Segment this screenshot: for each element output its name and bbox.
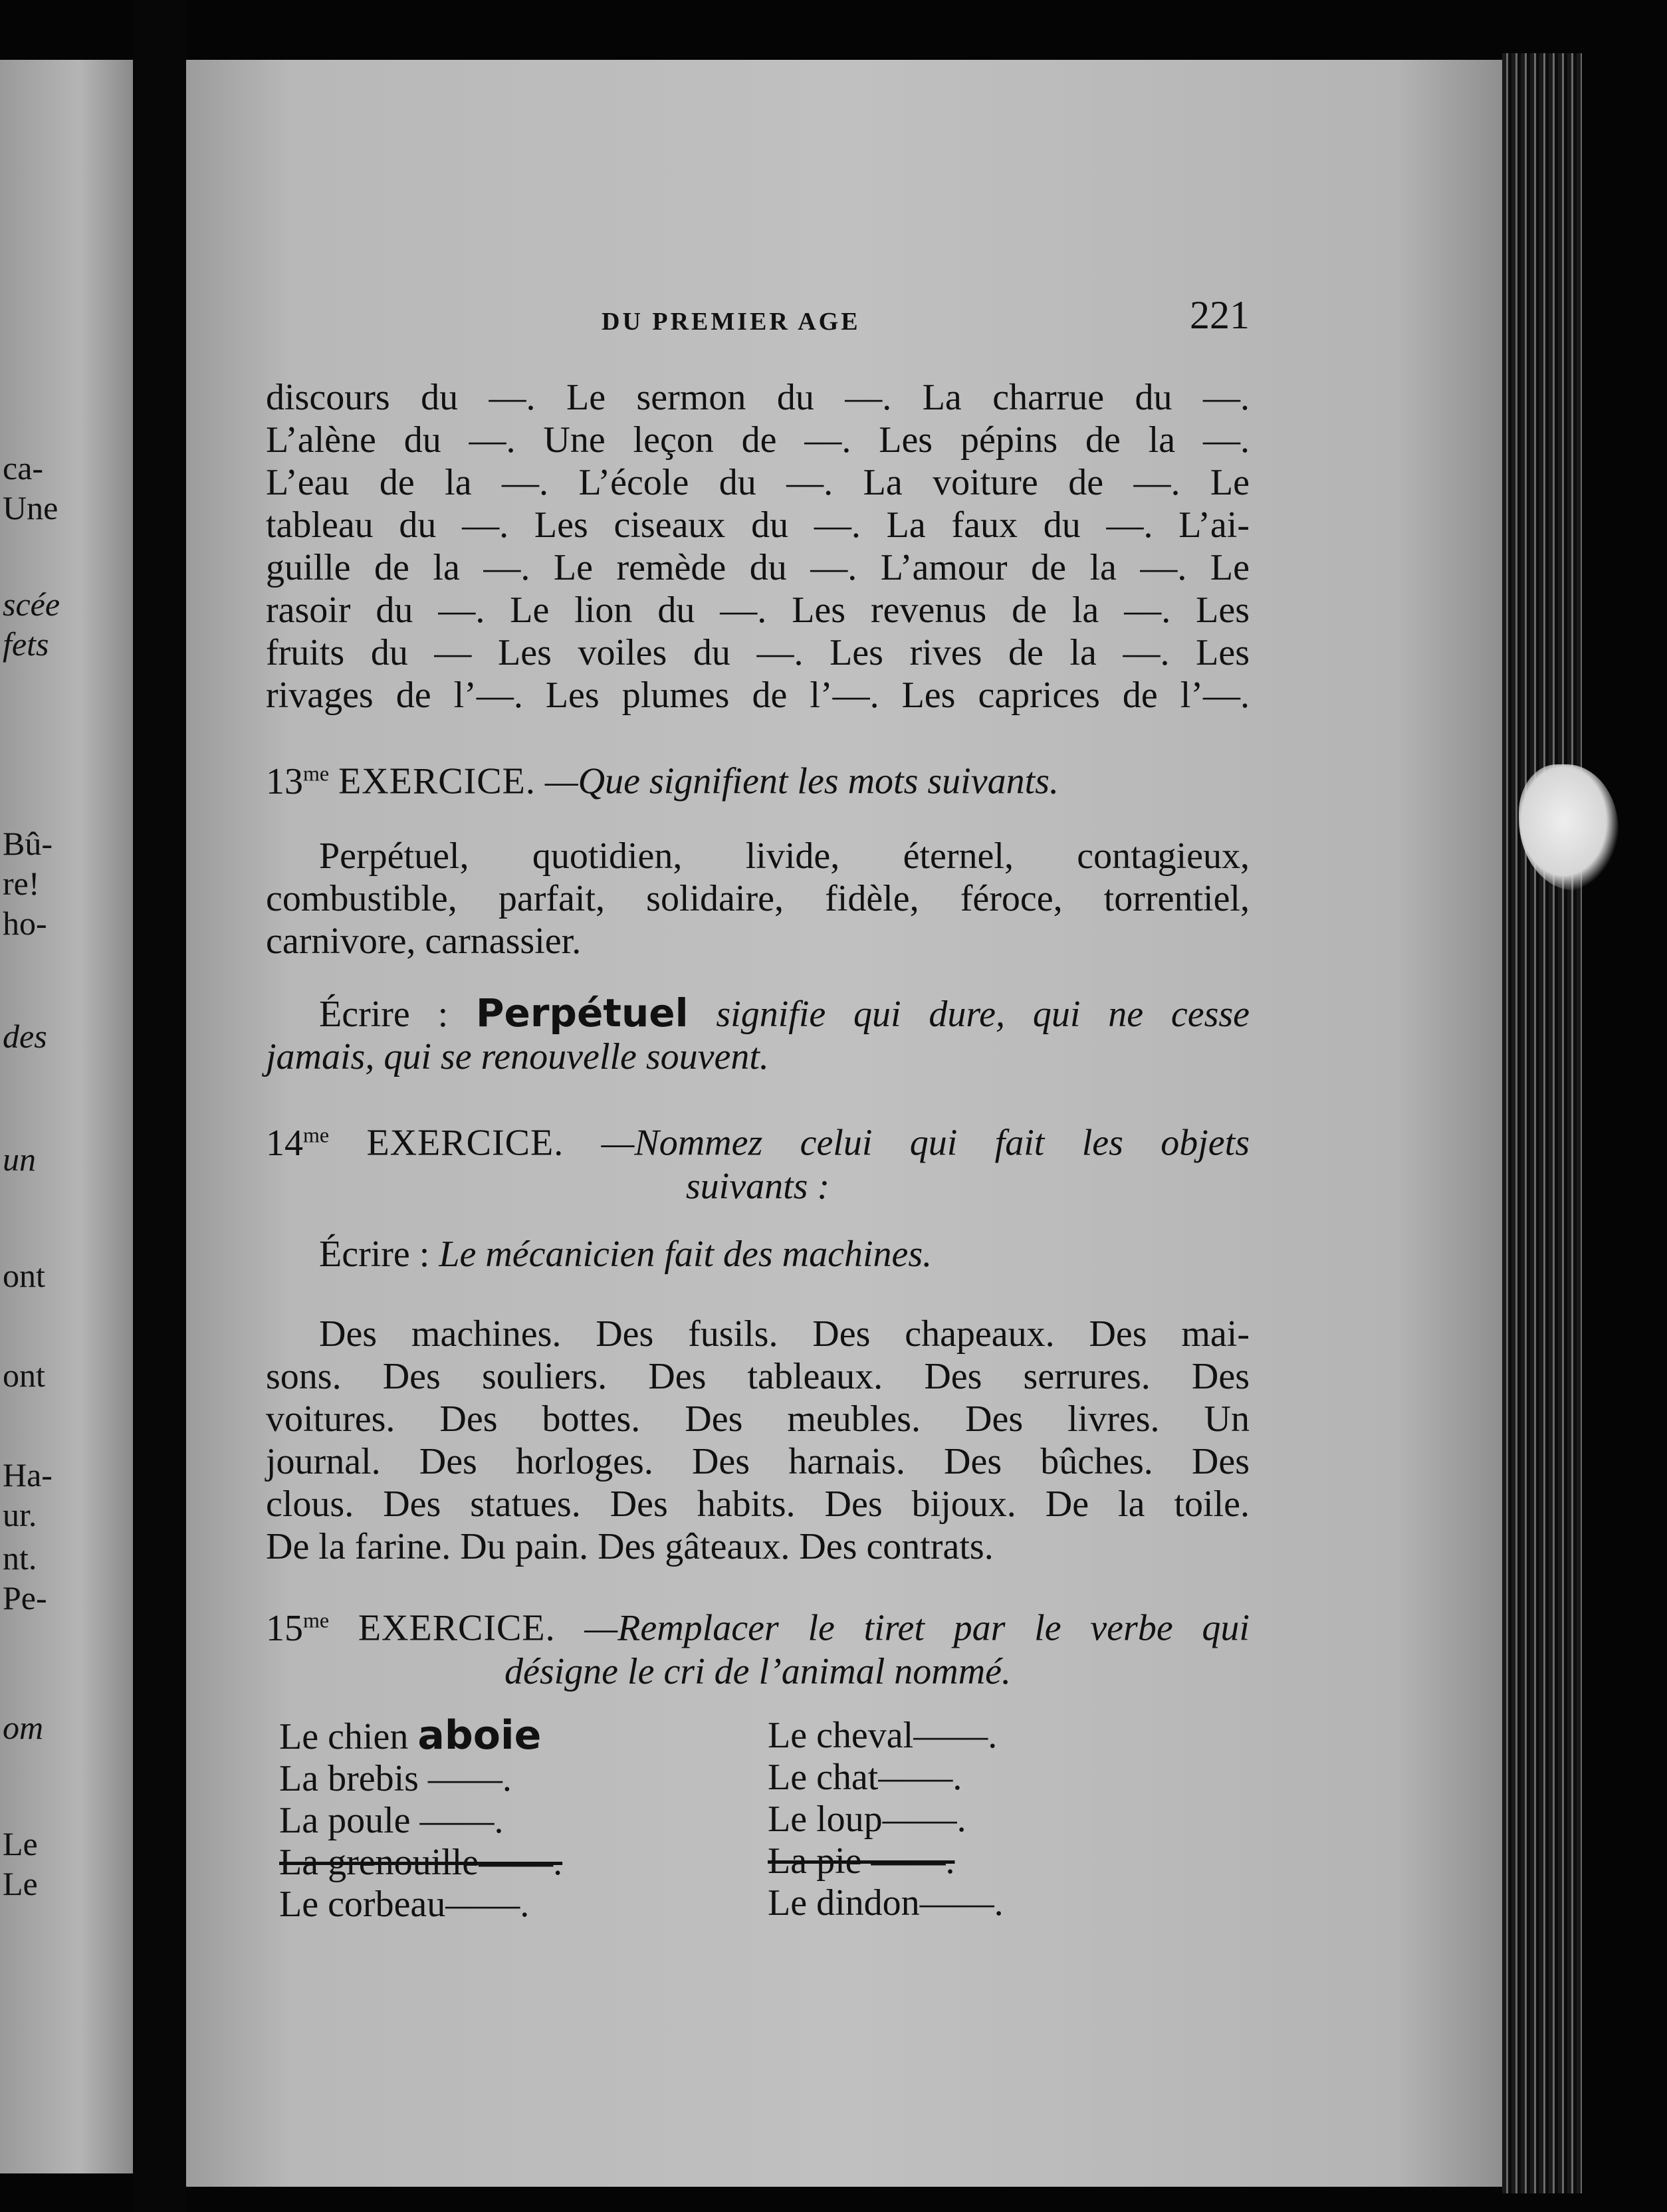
exercise-number: $13^{me}$ [266,760,330,802]
left-fragment: scée [3,586,60,623]
text-line: rivages de l’—. Les plumes de l’—. Les caprices de l’—. [266,675,1250,716]
left-fragment: Le [3,1825,38,1862]
exercise-number: $15^{me}$ [266,1607,330,1649]
text-line: L’alène du —. Une leçon de —. Les pépins de la —. [266,419,1250,461]
animal-column-left [279,1712,563,1926]
exercise-13-heading [266,751,1250,804]
exercise-15-heading [266,1599,1250,1694]
text-line: sons. Des souliers. Des tableaux. Des serrures. Des [266,1356,1250,1397]
page-number: 221 [1190,293,1250,337]
list-item: Le corbeau——. [279,1884,530,1925]
book-gutter [133,0,186,2212]
exercise-14-example: Écrire : Le mécanicien fait des machines. [319,1234,933,1275]
list-item: Le dindon——. [768,1882,1004,1924]
text-line: rasoir du —. Le lion du —. Les revenus de la —. Les [266,590,1250,631]
continuation-paragraph [266,376,1250,717]
text-line: L’eau de la —. L’école du —. La voiture de —. Le [266,462,1250,503]
exercise-instruction: —Remplacer le tiret par le verbe qui [584,1607,1250,1649]
text-line: Perpétuel, quotidien, livide, éternel, contagieux, [319,835,1250,877]
example-text: Le mécanicien fait des machines. [439,1234,933,1275]
left-fragment: nt. [3,1539,37,1577]
text-line: Des machines. Des fusils. Des chapeaux. Des mai- [319,1313,1250,1355]
text-line: tableau du —. Les ciseaux du —. La faux du —. L’ai- [266,504,1250,546]
list-item: Le cheval——. [768,1715,998,1756]
left-fragment: Le [3,1865,38,1902]
scan-border [1582,0,1667,2212]
exercise-label: EXERCICE. [358,1607,556,1649]
text-line: voitures. Des bottes. Des meubles. Des livres. Un [266,1398,1250,1440]
answer-example: aboie [417,1712,542,1759]
list-item: La poule ——. [279,1800,504,1841]
exercise-14-objects [266,1313,1250,1568]
list-item: La grenouille——. [279,1842,563,1883]
exercise-label: EXERCICE. [366,1122,564,1164]
exercise-label: EXERCICE. [338,760,536,802]
left-fragment: ca- [3,449,44,487]
animal-column-right [768,1715,1004,1924]
page-header [266,292,1250,346]
left-fragment: Ha- [3,1456,53,1493]
left-fragment: ho- [3,905,47,942]
left-fragment: ont [3,1357,45,1394]
exercise-instruction: —Nommez celui qui fait les objets [601,1122,1250,1164]
page-edge-stack [1502,53,1582,2193]
running-title: DU PREMIER AGE [602,308,861,336]
previous-page-edge [0,60,133,2173]
list-item: La brebis ——. [279,1758,512,1799]
list-item: La pie ——. [768,1840,955,1882]
left-fragment: ur. [3,1496,37,1533]
left-fragment: un [3,1141,36,1178]
text-line: carnivore, carnassier. [266,921,582,962]
list-item: Le loup——. [768,1799,966,1840]
text-line: journal. Des horloges. Des harnais. Des bûches. Des [266,1441,1250,1482]
exercise-number: $14^{me}$ [266,1122,330,1164]
exercise-instruction-cont: désigne le cri de l’animal nommé. [504,1650,1012,1692]
left-fragment: Une [3,489,58,526]
left-fragment: om [3,1709,44,1746]
example-line: jamais, qui se renouvelle souvent. [266,1036,769,1077]
exercise-instruction: —Que signifient les mots suivants. [544,760,1059,802]
text-line: discours du —. Le sermon du —. La charrue du —. [266,377,1250,418]
example-line: Écrire : Perpétuel signifie qui dure, qui ne cesse [319,990,1250,1036]
text-line: De la farine. Du pain. Des gâteaux. Des contrats. [266,1526,994,1567]
exercise-13-example [266,992,1250,1078]
text-line: guille de la —. Le remède du —. L’amour de la —. Le [266,547,1250,588]
left-fragment: Bû- [3,825,53,862]
text-line: clous. Des statues. Des habits. Des bijoux. De la toile. [266,1484,1250,1525]
text-line: fruits du — Les voiles du —. Les rives de la —. Les [266,632,1250,673]
exercise-14-heading [266,1113,1250,1208]
left-fragment: Pe- [3,1579,47,1616]
left-fragment: des [3,1018,47,1055]
text-line: combustible, parfait, solidaire, fidèle, féroce, torrentiel, [266,878,1250,919]
left-fragment: ont [3,1257,45,1294]
exercise-instruction-cont: suivants : [685,1165,830,1207]
left-fragment: re! [3,865,40,902]
example-word: Perpétuel [475,990,689,1036]
list-item: Le chat——. [768,1757,962,1798]
exercise-13-words [266,835,1250,962]
left-fragment: fets [3,625,49,663]
list-item: Le chien aboie [279,1712,542,1759]
